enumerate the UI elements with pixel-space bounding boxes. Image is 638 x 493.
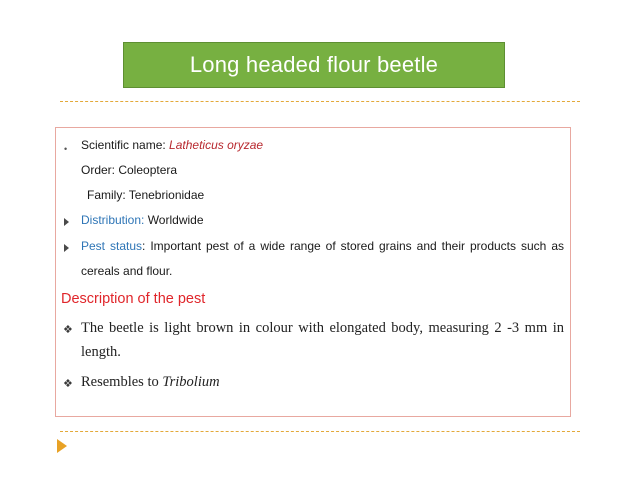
four-diamond-icon: ❖ (63, 323, 73, 336)
order-line: Order: Coleoptera (81, 163, 178, 177)
resembles-prefix: Resembles to (81, 374, 163, 390)
pest-status-line-1 (81, 239, 564, 253)
slide-title (123, 42, 505, 88)
pest-status-text: : Important pest of a wide range of stored grains and their products such as (142, 239, 564, 253)
triangle-right-icon (64, 244, 69, 252)
scientific-name-line (81, 138, 263, 152)
bottom-divider (60, 431, 580, 432)
triangle-right-icon (64, 218, 69, 226)
distribution-value: Worldwide (144, 213, 204, 227)
pest-status-label: Pest status (81, 239, 143, 253)
pest-status-line-2: cereals and flour. (81, 264, 173, 278)
play-triangle-icon (57, 439, 67, 453)
scientific-name-value: Latheticus oryzae (169, 138, 264, 152)
four-diamond-icon: ❖ (63, 377, 73, 390)
slide-title-text: Long headed flour beetle (189, 52, 439, 77)
description-line-1: The beetle is light brown in colour with elongated body, measuring 2 -3 mm in (81, 320, 564, 336)
resembles-genus: Tribolium (162, 374, 220, 390)
family-line: Family: Tenebrionidae (87, 188, 205, 202)
top-divider (60, 101, 580, 102)
scientific-name-label: Scientific name: (81, 138, 170, 152)
description-line-2: length. (81, 344, 121, 360)
distribution-label: Distribution: (81, 213, 145, 227)
distribution-line (81, 213, 204, 227)
description-resembles (81, 374, 220, 391)
section-heading: Description of the pest (61, 291, 206, 307)
dot-bullet-icon: • (64, 144, 68, 154)
